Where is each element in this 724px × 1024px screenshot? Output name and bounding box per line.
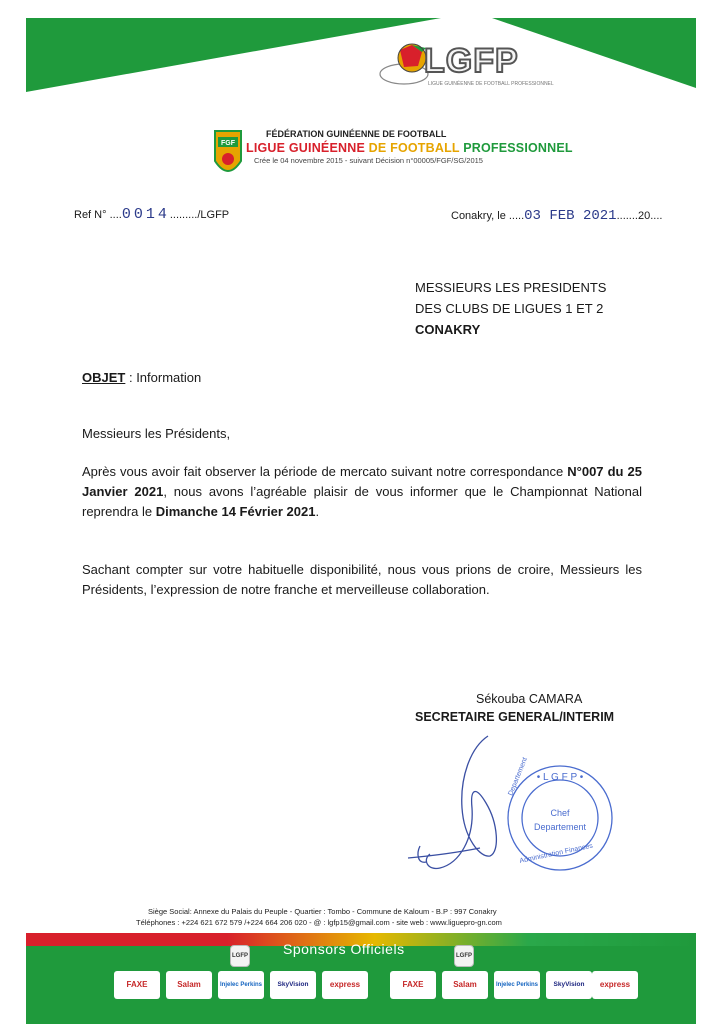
signatory-name: Sékouba CAMARA bbox=[476, 692, 583, 706]
subject-line bbox=[82, 370, 201, 385]
subject-separator: : bbox=[125, 370, 137, 385]
p1-text-a: Après vous avoir fait observer la période de mercato suivant notre correspondance bbox=[82, 464, 568, 479]
footer-contacts: Téléphones : +224 621 672 579 /+224 664 206 020 - @ : lgfp15@gmail.com - site web : www.liguepro-gn.com bbox=[136, 918, 502, 927]
sponsor-logo: Injelec Perkins bbox=[218, 971, 264, 999]
date-suffix: 20 bbox=[637, 210, 651, 222]
creation-decree: Crée le 04 novembre 2015 - suivant Décision n°00005/FGF/SG/2015 bbox=[254, 156, 483, 165]
sponsor-logo: SkyVision bbox=[270, 971, 316, 999]
sponsor-mini-logo-right: LGFP bbox=[454, 945, 474, 967]
handwritten-signature bbox=[408, 736, 496, 869]
sponsor-logo: SkyVision bbox=[546, 971, 592, 999]
addressee-block bbox=[415, 277, 606, 340]
date-stamp: 03 FEB 2021 bbox=[524, 208, 617, 224]
fgf-crest-icon bbox=[212, 127, 244, 183]
sponsor-logo: FAXE bbox=[114, 971, 160, 999]
sponsor-logo: express bbox=[592, 971, 638, 999]
sponsor-logo: Injelec Perkins bbox=[494, 971, 540, 999]
stamp-bottom-arc: Administration Finances bbox=[518, 842, 594, 865]
p1-text-e: . bbox=[315, 504, 320, 519]
sponsor-logo: Salam bbox=[166, 971, 212, 999]
league-name-part-3: PROFESSIONNEL bbox=[463, 141, 573, 155]
stamp-left-arc: Departement bbox=[507, 756, 530, 797]
sponsors-title: Sponsors Officiels bbox=[283, 941, 405, 957]
logo-subtitle: LIGUE GUINÉENNE DE FOOTBALL PROFESSIONNEL bbox=[428, 81, 554, 87]
footer-address: Siège Social: Annexe du Palais du Peuple - Quartier : Tombo - Commune de Kaloum - B.P : 997 Conakry bbox=[148, 907, 497, 916]
subject-label: OBJET bbox=[82, 370, 126, 385]
sponsor-logo: express bbox=[322, 971, 368, 999]
league-name-part-1: LIGUE GUINÉENNE bbox=[246, 141, 369, 155]
signatory-title: SECRETAIRE GENERAL/INTERIM bbox=[415, 710, 615, 724]
sponsor-mini-logo-left: LGFP bbox=[230, 945, 250, 967]
logo-wordmark: LGFP bbox=[424, 42, 519, 80]
signature-and-stamp bbox=[400, 728, 630, 888]
reference-suffix: /LGFP bbox=[197, 209, 230, 221]
p1-resume-date: Dimanche 14 Février 2021 bbox=[155, 504, 316, 519]
date-line: Conakry, le .....03 FEB 2021.......20.... bbox=[451, 208, 663, 224]
stamp-center-1: Chef bbox=[550, 808, 570, 818]
body-paragraph-1 bbox=[82, 462, 642, 522]
p1-reference: N°007 du 25 Janvier 2021 bbox=[82, 464, 642, 499]
league-name bbox=[246, 141, 573, 155]
stamp-top-text: • L G F P • bbox=[536, 772, 584, 783]
federation-name: FÉDÉRATION GUINÉENNE DE FOOTBALL bbox=[266, 129, 447, 139]
reference-line: Ref N° ....0014........./LGFP bbox=[74, 206, 230, 223]
sponsor-logos bbox=[114, 971, 634, 1001]
salutation: Messieurs les Présidents, bbox=[82, 426, 231, 441]
sponsors-band bbox=[26, 933, 696, 1024]
sponsor-logo: FAXE bbox=[390, 971, 436, 999]
reference-label: Ref N° bbox=[74, 209, 110, 221]
addressee-line-1: MESSIEURS LES PRESIDENTS bbox=[415, 280, 607, 295]
subject-value: Information bbox=[136, 370, 202, 385]
stamp-center-2: Departement bbox=[533, 822, 587, 832]
reference-number: 0014 bbox=[121, 206, 170, 223]
p1-text-c: , nous avons l’agréable plaisir de vous informer que le Championnat National reprendra le bbox=[82, 484, 642, 519]
sponsor-logo: Salam bbox=[442, 971, 488, 999]
body-paragraph-2: Sachant compter sur votre habituelle disponibilité, nous vous prions de croire, Messieurs les Présidents, l’expression de notre franche et merveilleuse collaboration. bbox=[82, 562, 642, 597]
crest-text: FGF bbox=[221, 140, 235, 147]
addressee-line-2: DES CLUBS DE LIGUES 1 ET 2 bbox=[415, 301, 604, 316]
lgfp-logo bbox=[378, 36, 554, 92]
league-name-part-2: DE FOOTBALL bbox=[368, 141, 464, 155]
date-prefix: Conakry, le bbox=[451, 210, 509, 222]
addressee-line-3: CONAKRY bbox=[415, 322, 481, 337]
